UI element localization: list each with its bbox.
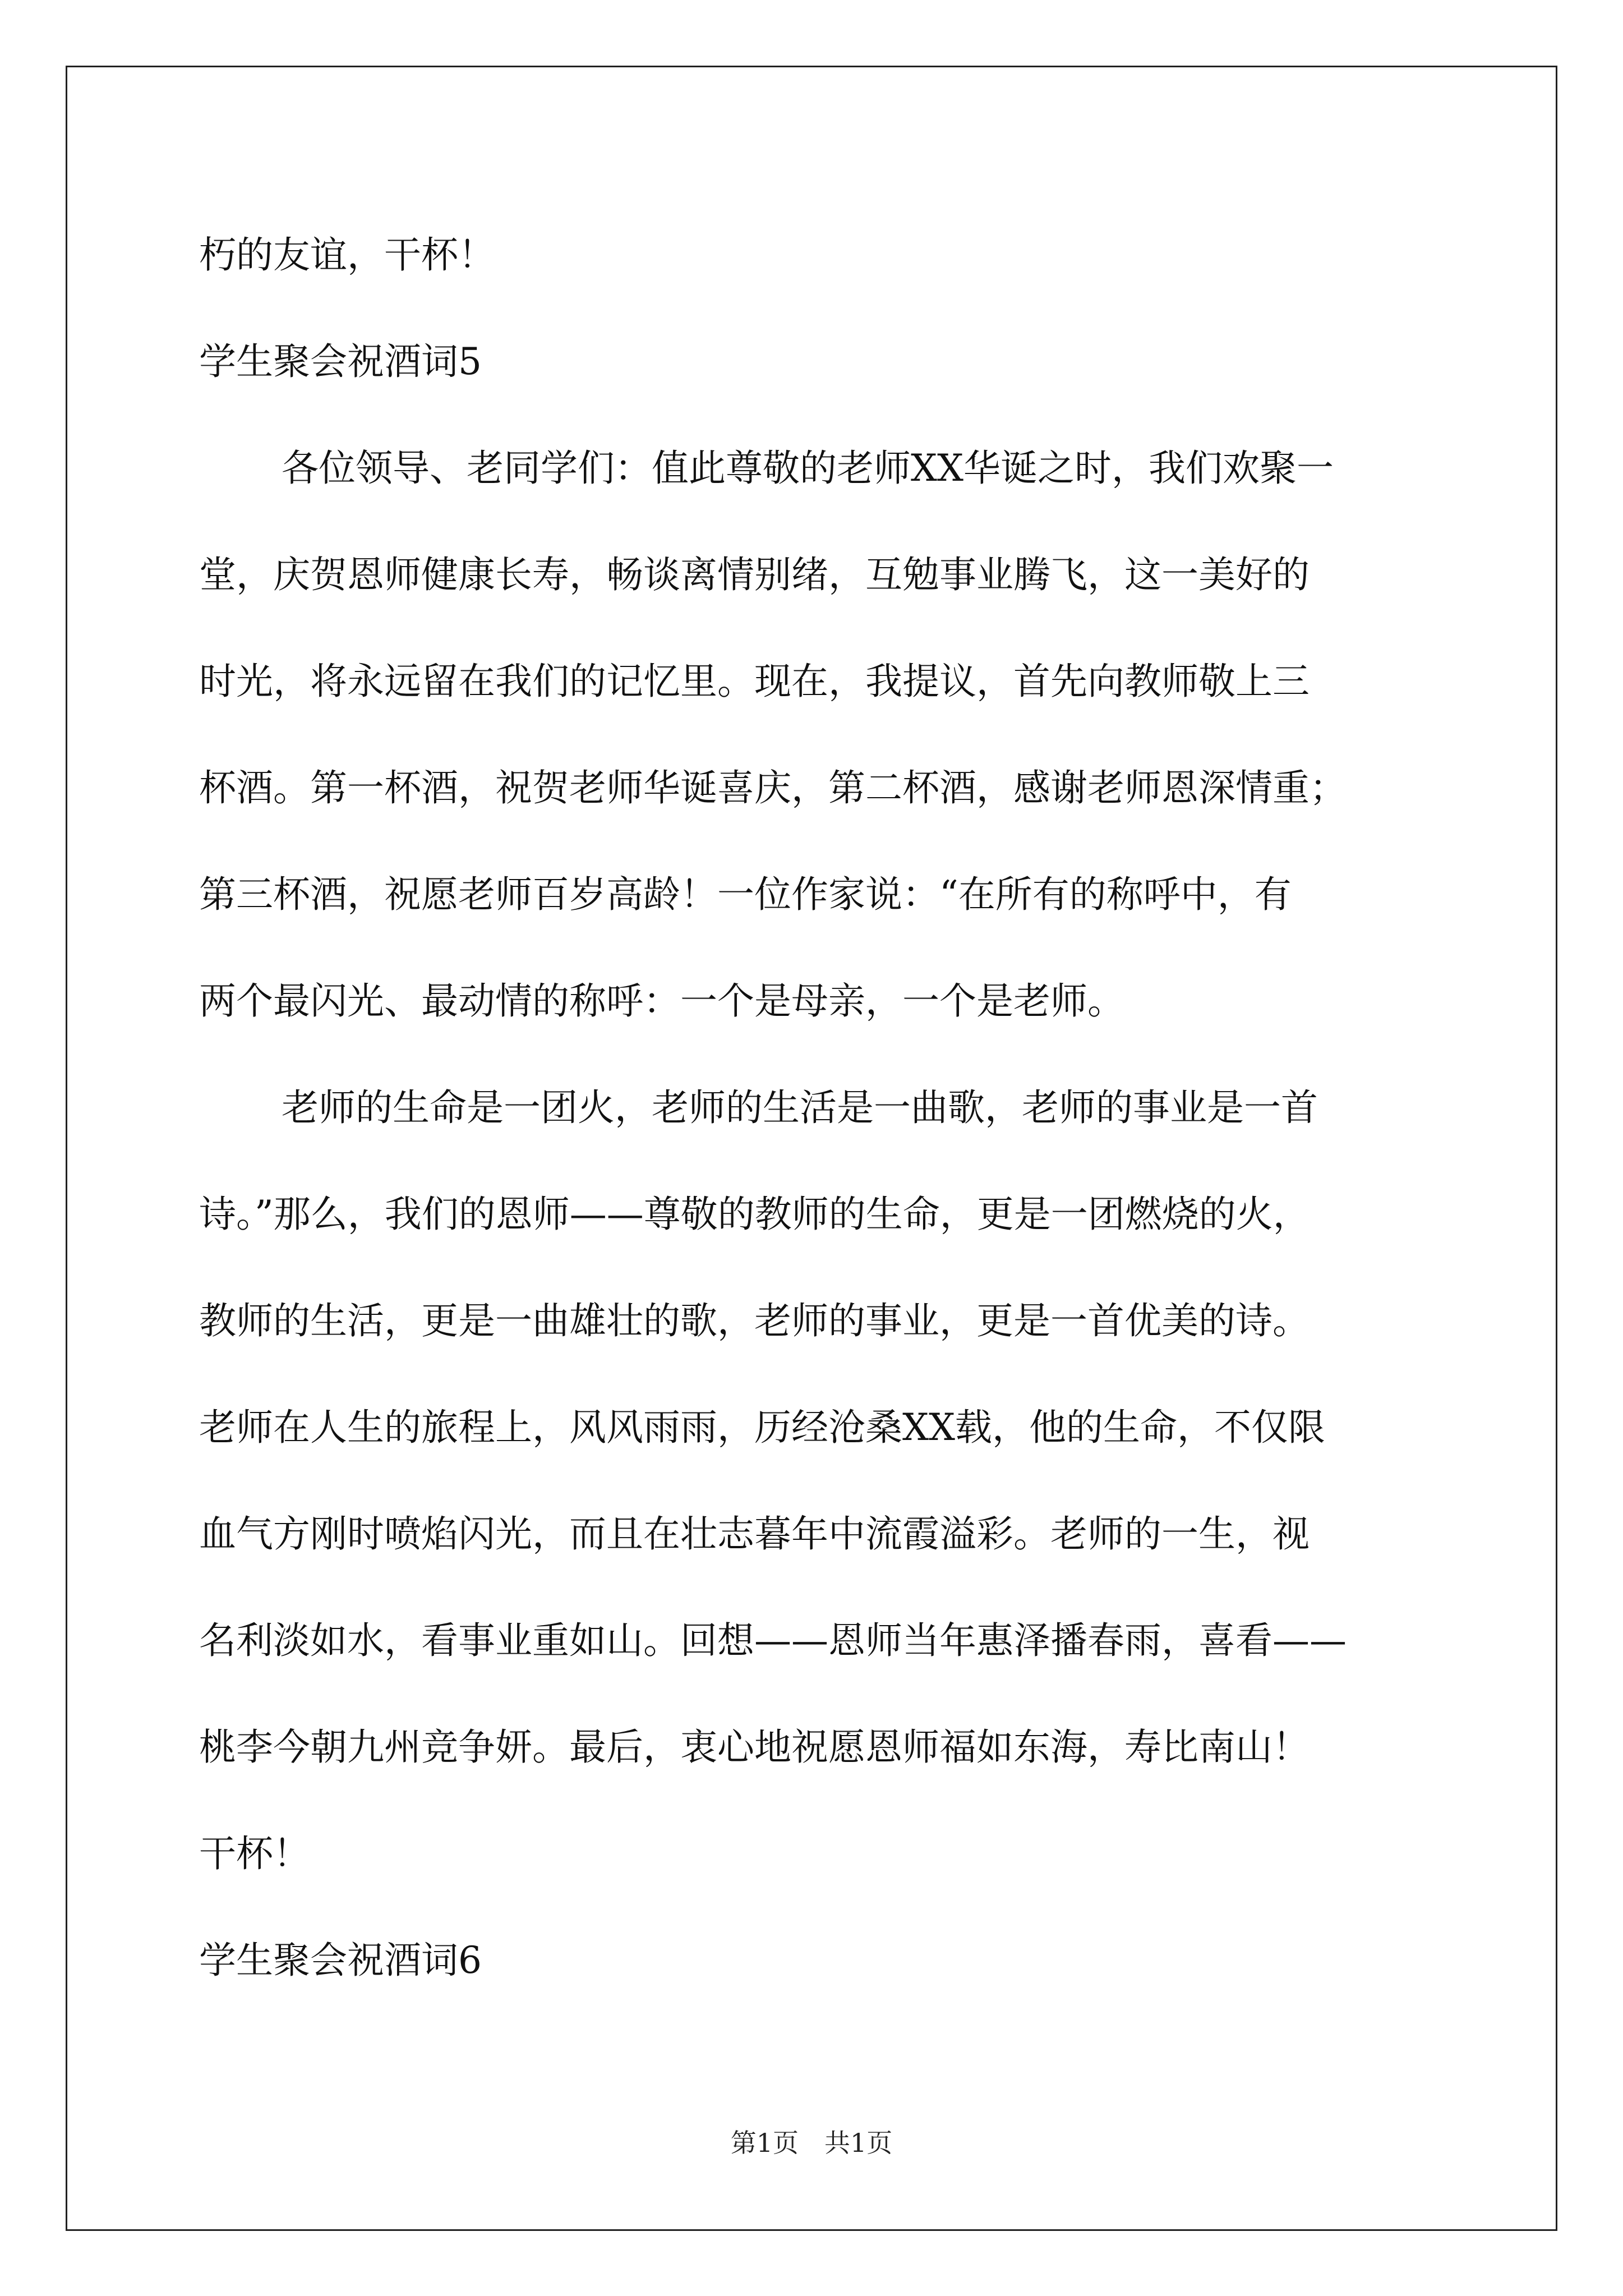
text-line: 各位领导、老同学们：值此尊敬的老师XX华诞之时，我们欢聚一 [282, 447, 1334, 490]
text-line: 堂，庆贺恩师健康长寿，畅谈离情别绪，互勉事业腾飞，这一美好的 [199, 553, 1310, 596]
text-line: 诗。”那么，我们的恩师——尊敬的教师的生命，更是一团燃烧的火， [199, 1193, 1310, 1236]
text-line: 时光，将永远留在我们的记忆里。现在，我提议，首先向教师敬上三 [199, 660, 1310, 703]
text-line: 学生聚会祝酒词6 [199, 1939, 482, 1982]
text-line: 教师的生活，更是一曲雄壮的歌，老师的事业，更是一首优美的诗。 [199, 1299, 1310, 1342]
page-indicator: 第1页 共1页 [730, 2128, 893, 2158]
text-line: 老师的生命是一团火，老师的生活是一曲歌，老师的事业是一首 [282, 1086, 1318, 1129]
text-line: 两个最闪光、最动情的称呼：一个是母亲，一个是老师。 [199, 979, 1124, 1023]
text-line: 杯酒。第一杯酒，祝贺老师华诞喜庆，第二杯酒，感谢老师恩深情重； [199, 766, 1347, 809]
text-line: 第三杯酒，祝愿老师百岁高龄！一位作家说：“在所有的称呼中，有 [199, 873, 1292, 916]
page-footer [0, 2126, 1623, 2160]
text-line: 朽的友谊，干杯！ [199, 233, 495, 277]
text-line: 干杯！ [199, 1832, 310, 1875]
text-line: 学生聚会祝酒词5 [199, 340, 482, 383]
text-line: 老师在人生的旅程上，风风雨雨，历经沧桑XX载，他的生命，不仅限 [199, 1406, 1325, 1449]
text-line: 血气方刚时喷焰闪光，而且在壮志暮年中流霞溢彩。老师的一生，视 [199, 1512, 1310, 1556]
text-line: 桃李今朝九州竞争妍。最后，衷心地祝愿恩师福如东海，寿比南山！ [199, 1726, 1310, 1769]
text-line: 名利淡如水，看事业重如山。回想——恩师当年惠泽播春雨，喜看—— [199, 1619, 1347, 1662]
document-body [199, 222, 1433, 2033]
